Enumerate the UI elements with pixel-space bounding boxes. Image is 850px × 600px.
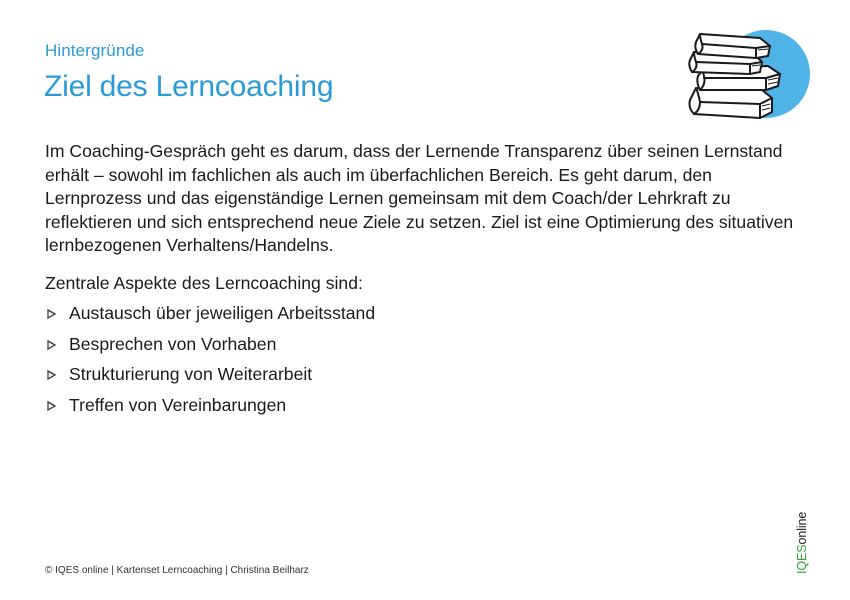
aspect-label: Austausch über jeweiligen Arbeitsstand [69,303,376,323]
aspect-label: Treffen von Vereinbarungen [69,394,287,415]
arrow-bullet-icon [45,305,69,325]
aspects-lead: Zentrale Aspekte des Lerncoaching sind: [45,273,363,293]
arrow-bullet-icon [45,366,69,386]
list-item [45,303,375,334]
list-item [45,364,375,395]
intro-paragraph: Im Coaching-Gespräch geht es darum, dass der Lernende Transparenz über seinen Lernstand erhält – sowohl im fachlichen als auch im überfachlichen Bereich. Es geht darum, den Lernprozess und das eigenständige Lernen gemeinsam mit dem Coach/der Lehrkraft zu reflektieren und sich entsprechend neue Ziele zu setzen. Ziel ist eine Optimierung des situativen lernbezogenen Verhaltens/Handelns. [45,141,794,256]
brand-logo [795,512,809,574]
aspects-list [45,303,375,425]
footer-copyright: © IQES online | Kartenset Lerncoaching | Christina Beilharz [45,565,309,576]
books-icon [682,22,814,132]
aspect-label: Besprechen von Vorhaben [69,333,277,354]
brand-iqes: IQES [795,544,809,574]
arrow-bullet-icon [45,397,69,417]
list-item [45,334,375,365]
page-title: Ziel des Lerncoaching [44,70,334,103]
aspect-label: Strukturierung von Weiterarbeit [69,364,313,384]
kicker: Hintergründe [45,41,145,60]
arrow-bullet-icon [45,336,69,356]
list-item [45,395,375,426]
brand-online: online [795,511,809,545]
